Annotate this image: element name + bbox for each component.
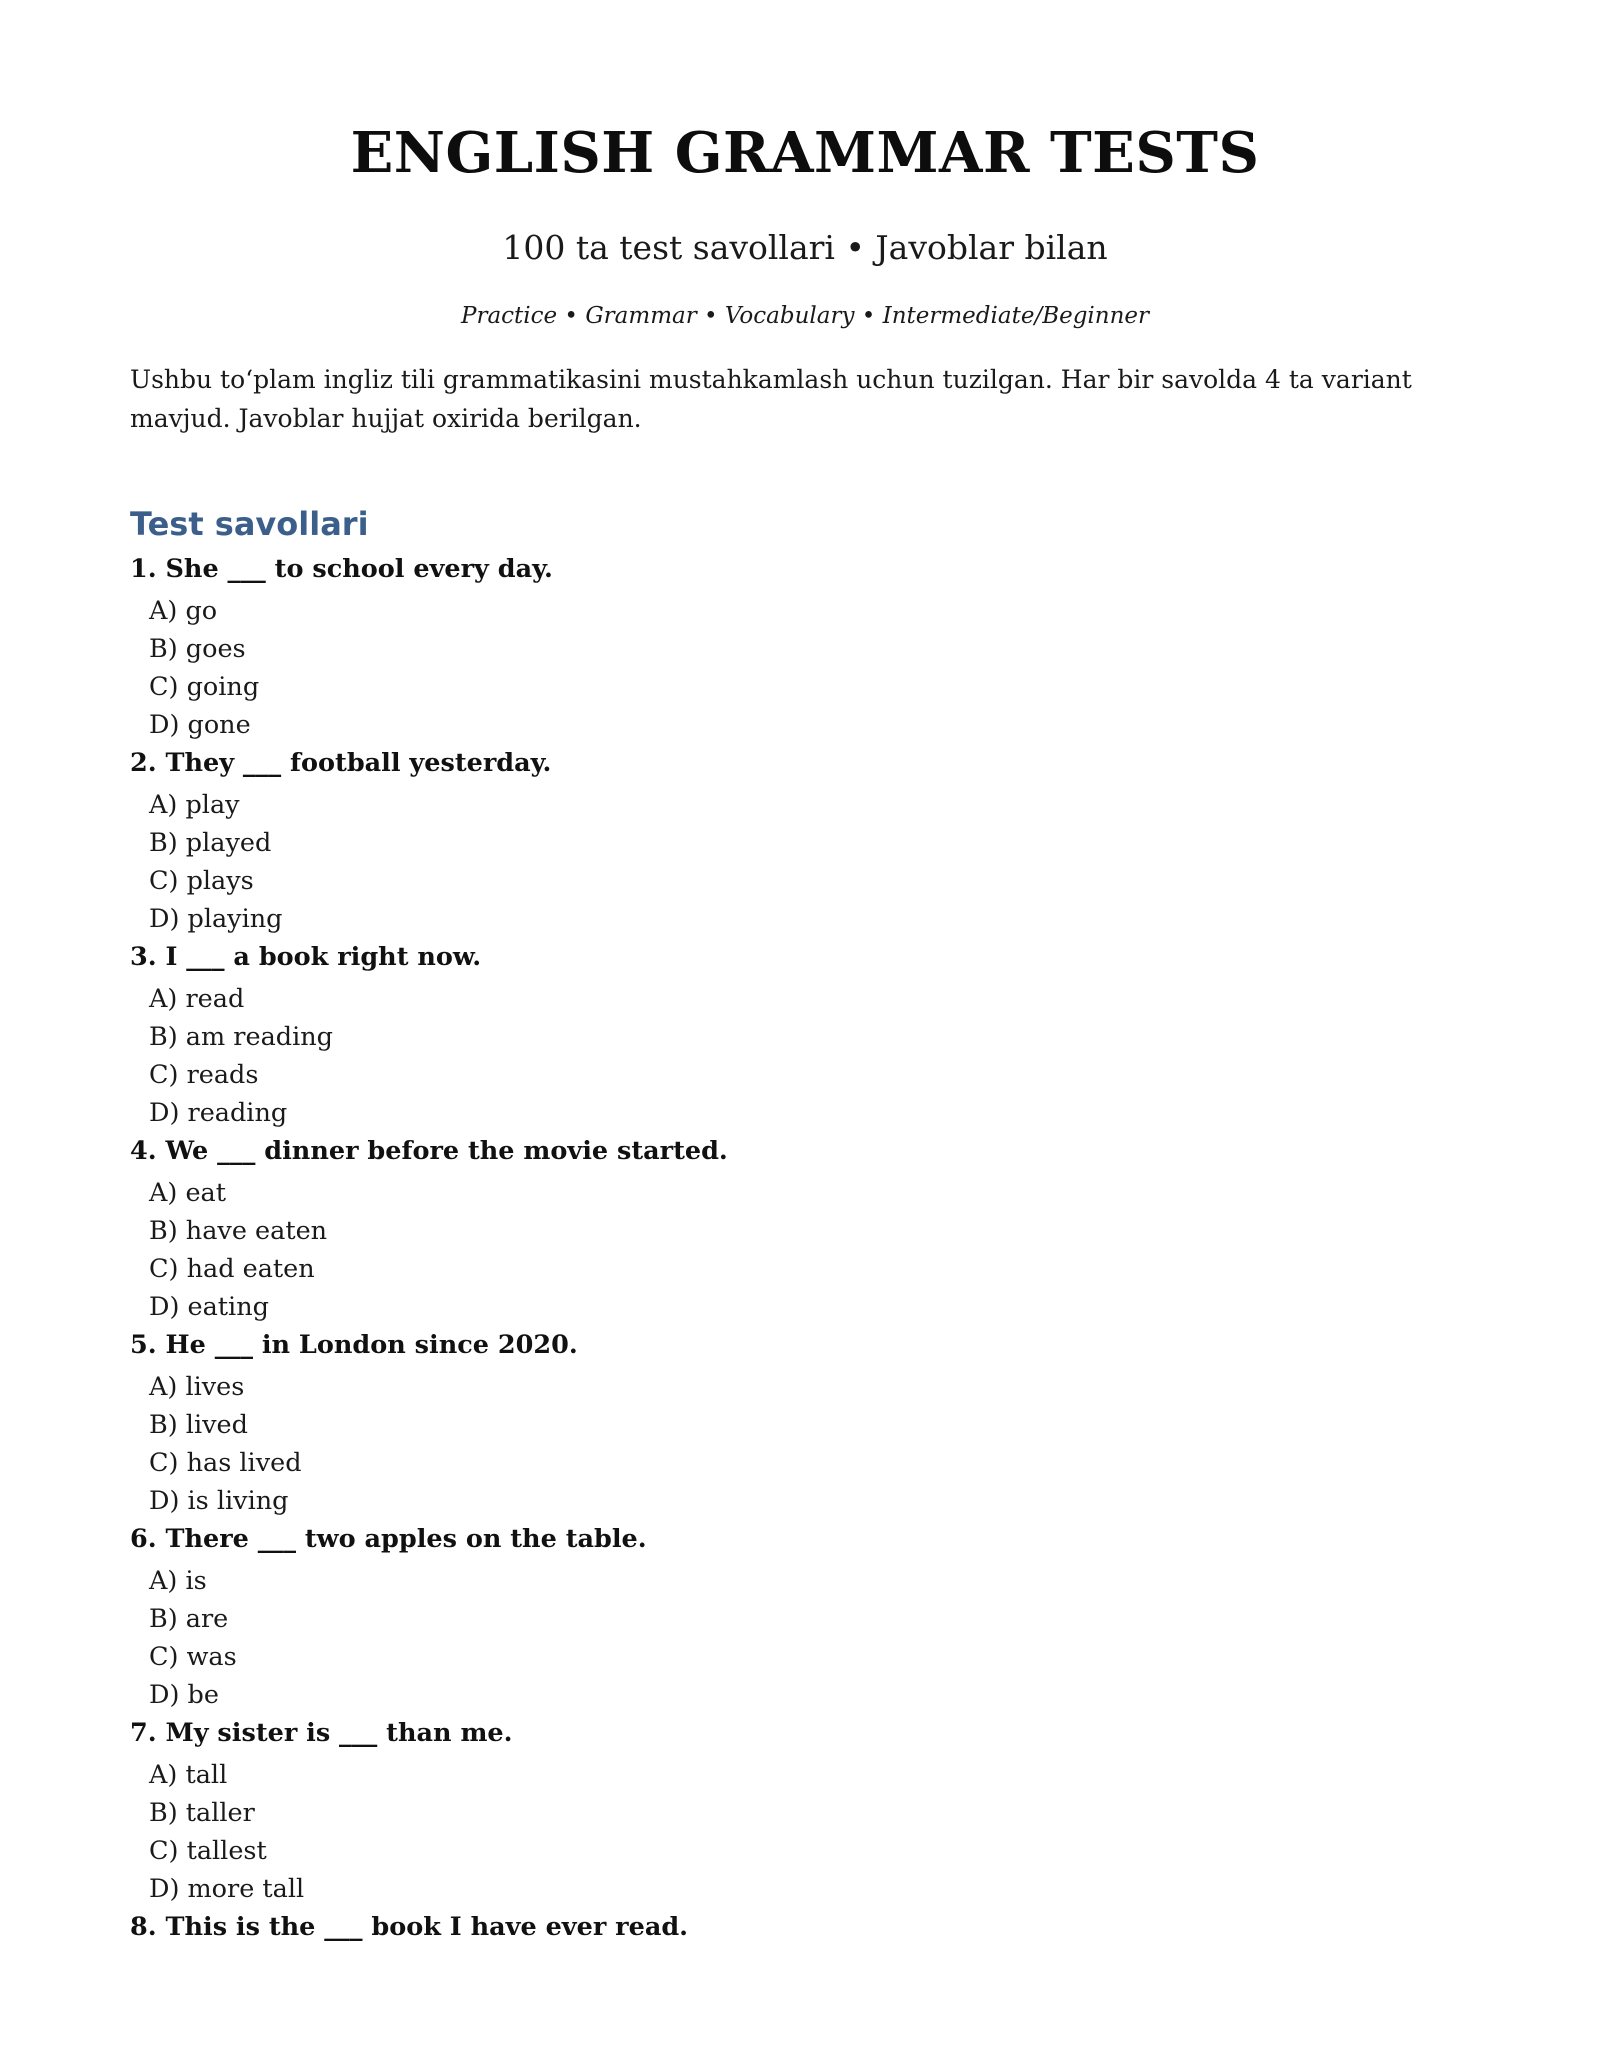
document-subtitle: 100 ta test savollari • Javoblar bilan	[502, 228, 1108, 267]
answer-option: A) lives	[149, 1372, 245, 1402]
answer-option: D) is living	[149, 1486, 289, 1516]
answer-option: D) eating	[149, 1292, 269, 1322]
question-block	[130, 1132, 1480, 1326]
answer-option: A) eat	[149, 1178, 227, 1208]
question-block	[130, 550, 1480, 744]
answer-option: C) tallest	[149, 1836, 267, 1866]
answer-option: D) be	[149, 1680, 219, 1710]
document-tags: Practice • Grammar • Vocabulary • Intermediate/Beginner	[460, 303, 1150, 329]
answer-option: C) plays	[149, 866, 254, 896]
answer-option: B) played	[149, 828, 272, 858]
answer-option: D) playing	[149, 904, 283, 934]
answer-option: B) have eaten	[149, 1216, 328, 1246]
answer-option: C) going	[149, 672, 260, 702]
section-heading: Test savollari	[130, 505, 369, 543]
answer-option: D) gone	[149, 710, 251, 740]
answer-option: A) tall	[149, 1760, 228, 1790]
question-block	[130, 1520, 1480, 1714]
question-block	[130, 1908, 1480, 1950]
question-text: 8. This is the ___ book I have ever read.	[130, 1912, 689, 1942]
question-block	[130, 938, 1480, 1132]
answer-option: A) is	[149, 1566, 207, 1596]
answer-option: D) more tall	[149, 1874, 305, 1904]
question-text: 6. There ___ two apples on the table.	[130, 1524, 647, 1554]
intro-paragraph: Ushbu to‘plam ingliz tili grammatikasini mustahkamlash uchun tuzilgan. Har bir savolda 4 ta variant mavjud. Javoblar hujjat oxirida berilgan.	[130, 365, 1412, 433]
answer-option: B) lived	[149, 1410, 248, 1440]
answer-option: C) had eaten	[149, 1254, 315, 1284]
answer-option: B) am reading	[149, 1022, 333, 1052]
answer-option: C) reads	[149, 1060, 259, 1090]
question-block	[130, 744, 1480, 938]
answer-option: D) reading	[149, 1098, 288, 1128]
question-block	[130, 1714, 1480, 1908]
answer-option: C) was	[149, 1642, 237, 1672]
answer-option: B) goes	[149, 634, 246, 664]
question-text: 4. We ___ dinner before the movie started.	[130, 1136, 728, 1166]
question-block	[130, 1326, 1480, 1520]
question-text: 5. He ___ in London since 2020.	[130, 1330, 578, 1360]
answer-option: A) play	[149, 790, 240, 820]
answer-option: B) are	[149, 1604, 229, 1634]
answer-option: A) read	[149, 984, 245, 1014]
questions-list	[130, 550, 1480, 1950]
question-text: 2. They ___ football yesterday.	[130, 748, 552, 778]
answer-option: C) has lived	[149, 1448, 302, 1478]
question-text: 1. She ___ to school every day.	[130, 554, 553, 584]
answer-option: B) taller	[149, 1798, 255, 1828]
question-text: 3. I ___ a book right now.	[130, 942, 482, 972]
answer-option: A) go	[149, 596, 218, 626]
question-text: 7. My sister is ___ than me.	[130, 1718, 513, 1748]
document-title: ENGLISH GRAMMAR TESTS	[350, 120, 1260, 186]
